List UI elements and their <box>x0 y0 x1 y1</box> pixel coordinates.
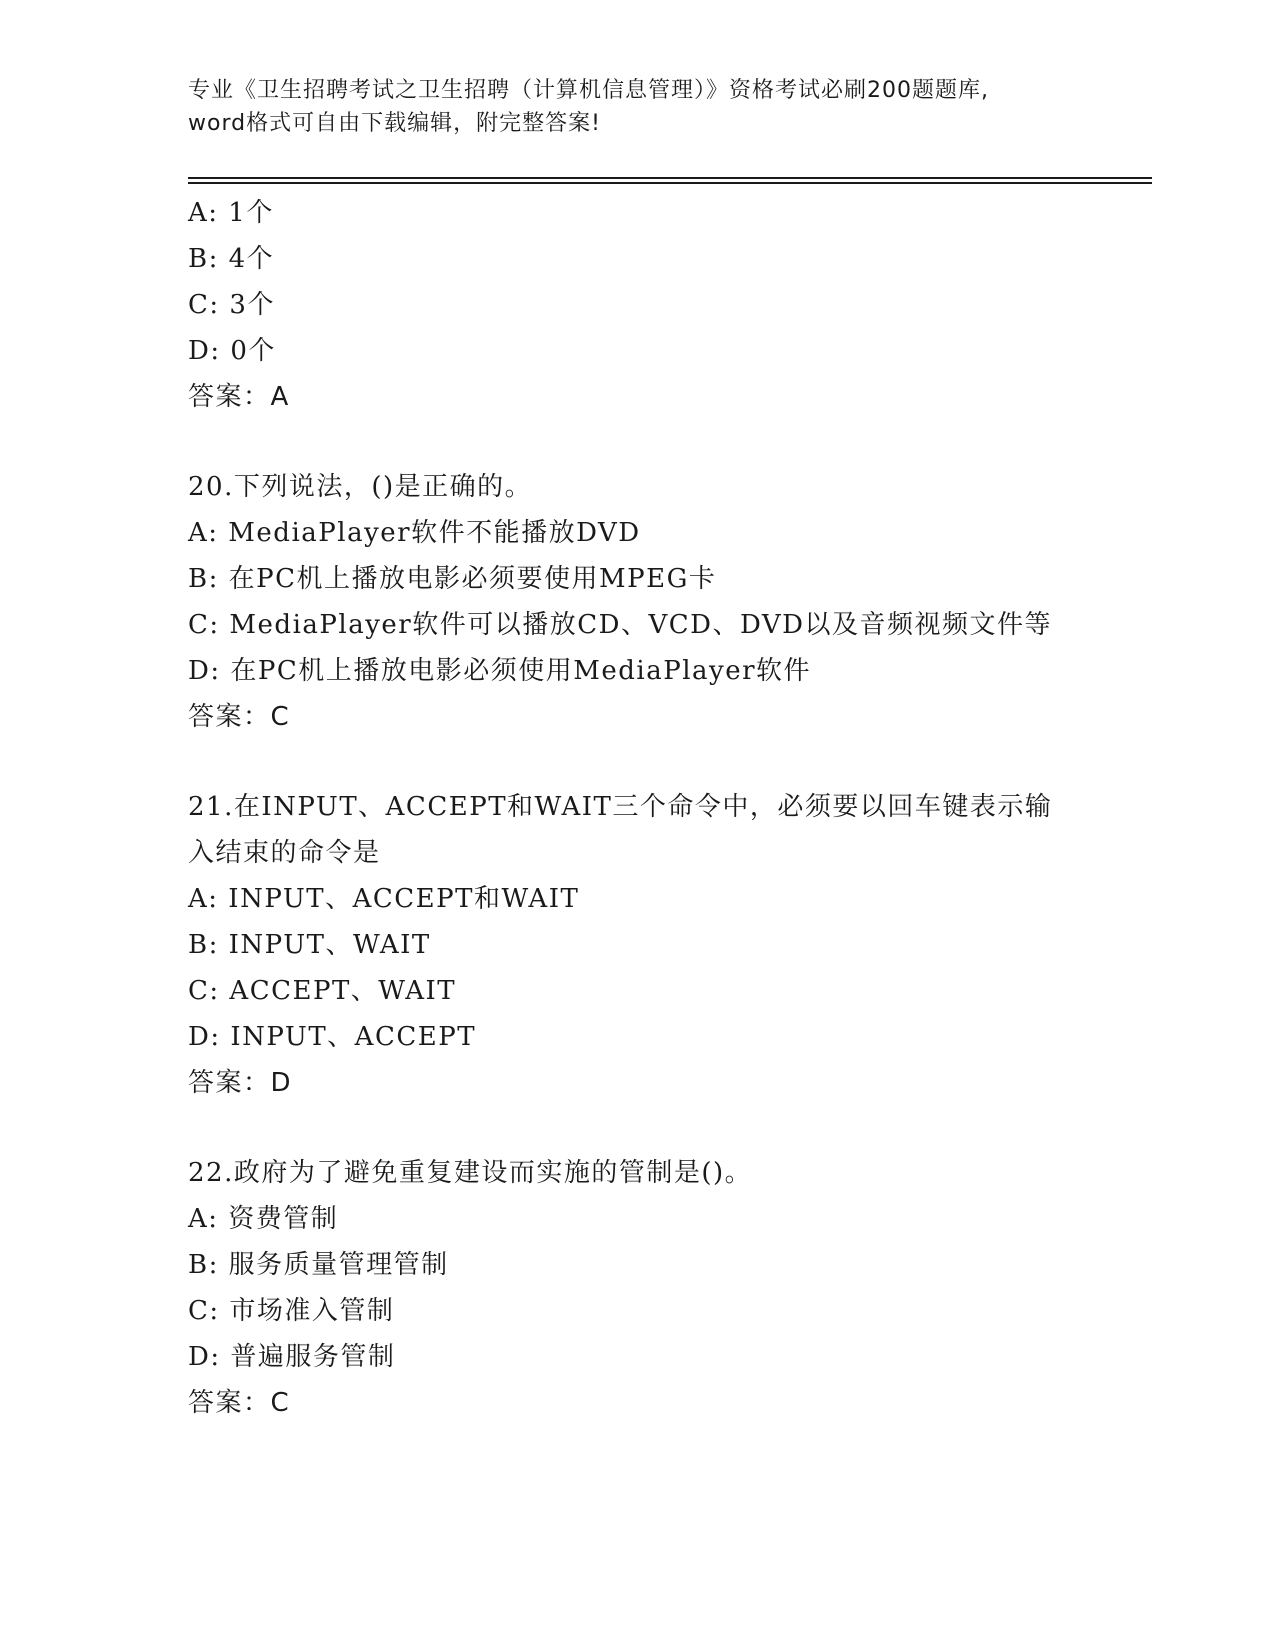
header-title-line-1: 专业《卫生招聘考试之卫生招聘（计算机信息管理）》资格考试必刷200题题库, <box>188 78 989 103</box>
question-block-21 <box>188 784 1088 1106</box>
header-title-line-2: word格式可自由下载编辑，附完整答案! <box>188 111 601 136</box>
header-divider-bottom <box>188 182 1152 184</box>
answer-line: 答案：C <box>188 702 291 732</box>
header-divider-top <box>188 177 1152 179</box>
option-b: B: 4个 <box>188 244 275 274</box>
option-d: D: 0个 <box>188 336 276 366</box>
answer-line: 答案：A <box>188 382 290 412</box>
option-c: C: 市场准入管制 <box>188 1296 395 1326</box>
question-block-20 <box>188 464 1088 740</box>
option-a: A: 1个 <box>188 198 274 228</box>
option-b: B: 在PC机上播放电影必须要使用MPEG卡 <box>188 564 717 594</box>
option-c: C: 3个 <box>188 290 275 320</box>
option-c: C: ACCEPT、WAIT <box>188 976 457 1006</box>
option-d: D: 普遍服务管制 <box>188 1342 396 1372</box>
document-header <box>188 74 1088 140</box>
answer-line: 答案：D <box>188 1068 293 1098</box>
question-spacer <box>188 740 1088 784</box>
option-d: D: 在PC机上播放电影必须使用MediaPlayer软件 <box>188 656 812 686</box>
option-a: A: MediaPlayer软件不能播放DVD <box>188 518 641 548</box>
option-d: D: INPUT、ACCEPT <box>188 1022 477 1052</box>
option-b: B: INPUT、WAIT <box>188 930 431 960</box>
question-block-22 <box>188 1150 1088 1426</box>
question-stem: 20.下列说法，()是正确的。 <box>188 472 533 502</box>
question-spacer <box>188 1106 1088 1150</box>
question-block-19 <box>188 190 1088 420</box>
question-stem: 21.在INPUT、ACCEPT和WAIT三个命令中，必须要以回车键表示输入结束的命令是 <box>188 792 1053 868</box>
answer-line: 答案：C <box>188 1388 291 1418</box>
option-b: B: 服务质量管理管制 <box>188 1250 449 1280</box>
option-a: A: INPUT、ACCEPT和WAIT <box>188 884 580 914</box>
option-c: C: MediaPlayer软件可以播放CD、VCD、DVD以及音频视频文件等 <box>188 610 1052 640</box>
question-list <box>188 190 1088 1426</box>
question-spacer <box>188 420 1088 464</box>
question-stem: 22.政府为了避免重复建设而实施的管制是()。 <box>188 1158 753 1188</box>
option-a: A: 资费管制 <box>188 1204 339 1234</box>
